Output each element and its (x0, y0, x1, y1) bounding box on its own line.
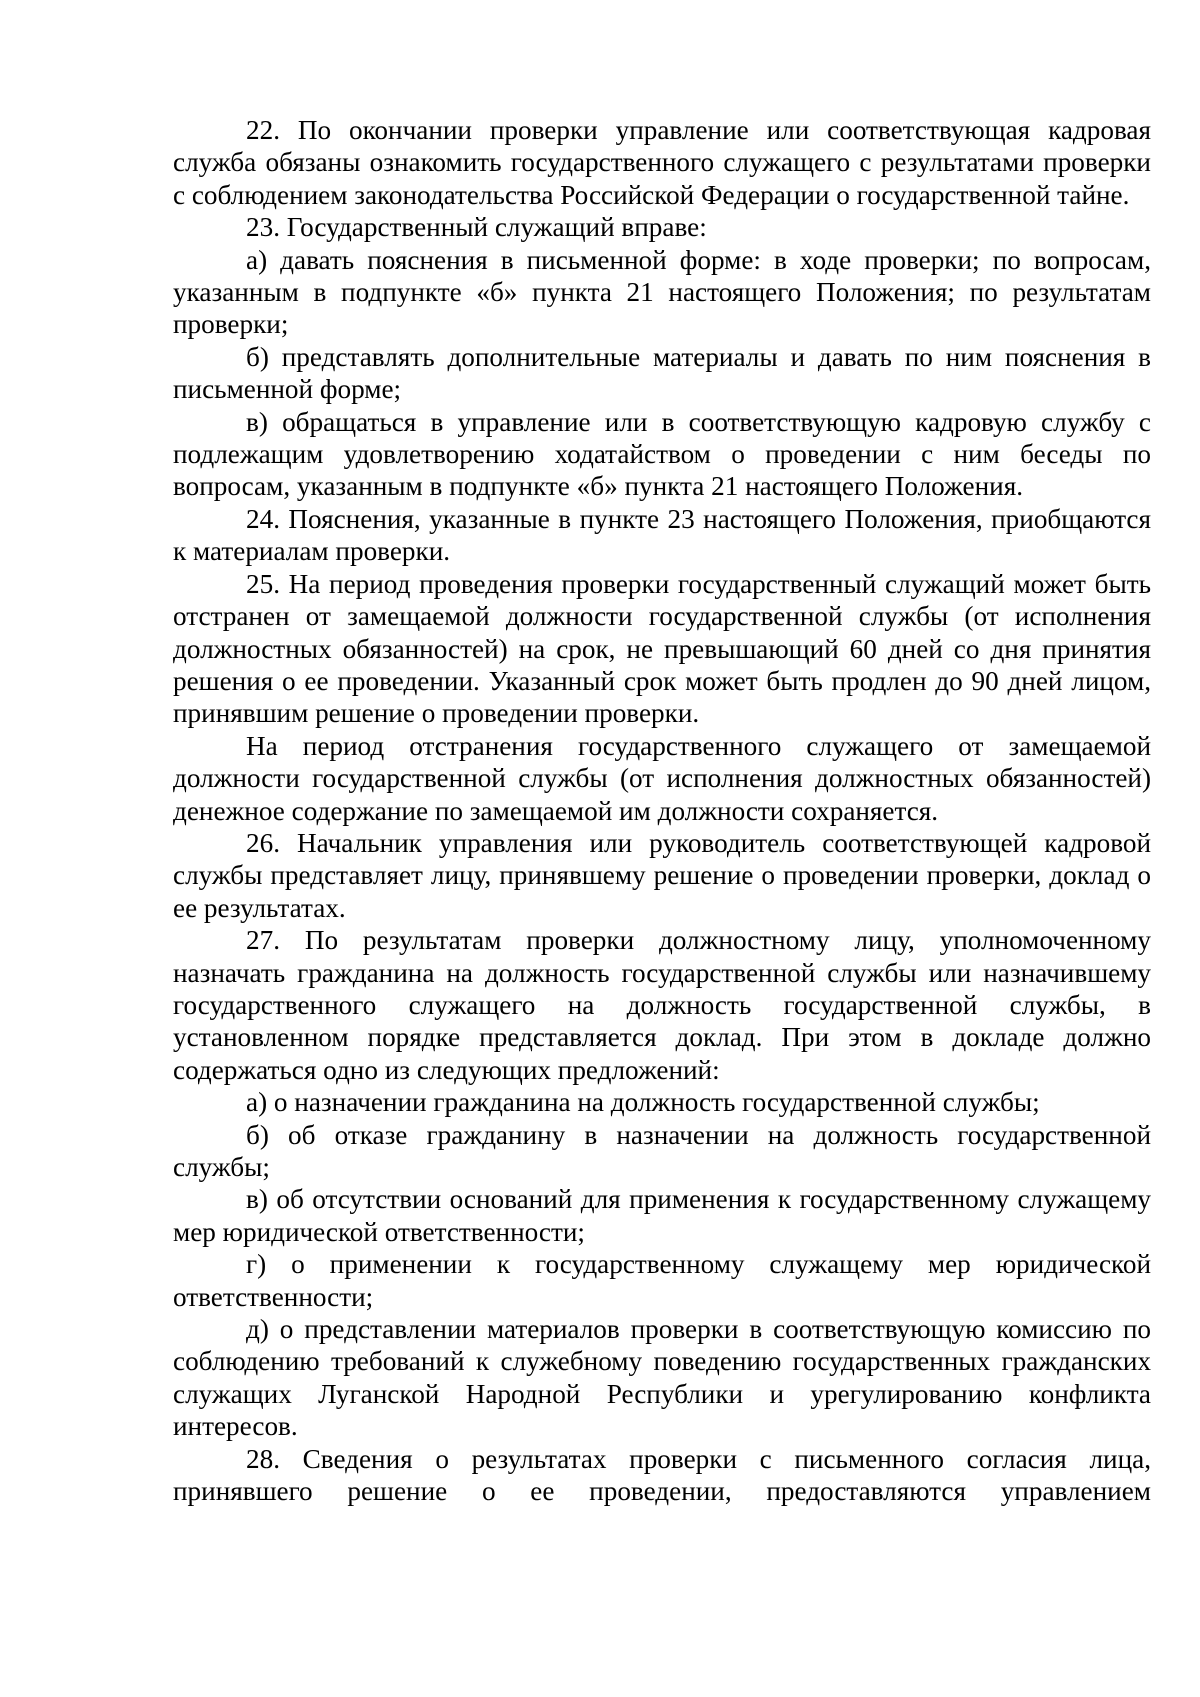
paragraph-27-b: б) об отказе гражданину в назначении на должность государственной службы; (173, 1119, 1151, 1182)
paragraph-27: 27. По результатам проверки должностному лицу, уполномоченному назначать гражданина на должность государственной службы или назначившему государственного служащего на должность государственной службы, в установленном порядке представляется доклад. При этом в докладе должно содержаться одно из следующих предложений: (173, 925, 1151, 1085)
document-page (173, 114, 1151, 1507)
paragraph-23-v: в) обращаться в управление или в соответствующую кадровую службу с подлежащим удовлетворению ходатайством о проведении с ним беседы по вопросам, указанным в подпункте «б» пункта 21 настоящего Положения. (173, 406, 1151, 502)
paragraph-23-a: а) давать пояснения в письменной форме: в ходе проверки; по вопросам, указанным в подпункте «б» пункта 21 настоящего Положения; по результатам проверки; (173, 244, 1151, 340)
paragraph-26: 26. Начальник управления или руководитель соответствующей кадровой службы представляет лицу, принявшему решение о проведении проверки, доклад о ее результатах. (173, 827, 1151, 923)
paragraph-27-v: в) об отсутствии оснований для применения к государственному служащему мер юридической ответственности; (173, 1184, 1151, 1247)
paragraph-23: 23. Государственный служащий вправе: (246, 212, 707, 243)
paragraph-24: 24. Пояснения, указанные в пункте 23 настоящего Положения, приобщаются к материалам проверки. (173, 503, 1151, 567)
paragraph-22: 22. По окончании проверки управление или соответствующая кадровая служба обязаны ознакомить государственного служащего с результатами проверки с соблюдением законодательства Российской Федерации о государственной тайне. (173, 115, 1151, 210)
paragraph-27-a: а) о назначении гражданина на должность государственной службы; (246, 1087, 1040, 1118)
paragraph-23-b: б) представлять дополнительные материалы и давать по ним пояснения в письменной форме; (173, 341, 1151, 405)
paragraph-25-continued: На период отстранения государственного служащего от замещаемой должности государственной службы (от исполнения должностных обязанностей) денежное содержание по замещаемой им должности сохраняется. (173, 730, 1151, 826)
paragraph-28: 28. Сведения о результатах проверки с письменного согласия лица, принявшего решение о ее проведении, предоставляются управлением (173, 1443, 1151, 1507)
paragraph-25: 25. На период проведения проверки государственный служащий может быть отстранен от замещаемой должности государственной службы (от исполнения должностных обязанностей) на срок, не превышающий 60 дней со дня принятия решения о ее проведении. Указанный срок может быть продлен до 90 дней лицом, принявшим решение о проведении проверки. (173, 568, 1151, 729)
paragraph-27-d: д) о представлении материалов проверки в соответствующую комиссию по соблюдению требований к служебному поведению государственных гражданских служащих Луганской Народной Республики и урегулированию конфликта интересов. (173, 1314, 1151, 1442)
paragraph-27-g: г) о применении к государственному служащему мер юридической ответственности; (173, 1249, 1151, 1312)
